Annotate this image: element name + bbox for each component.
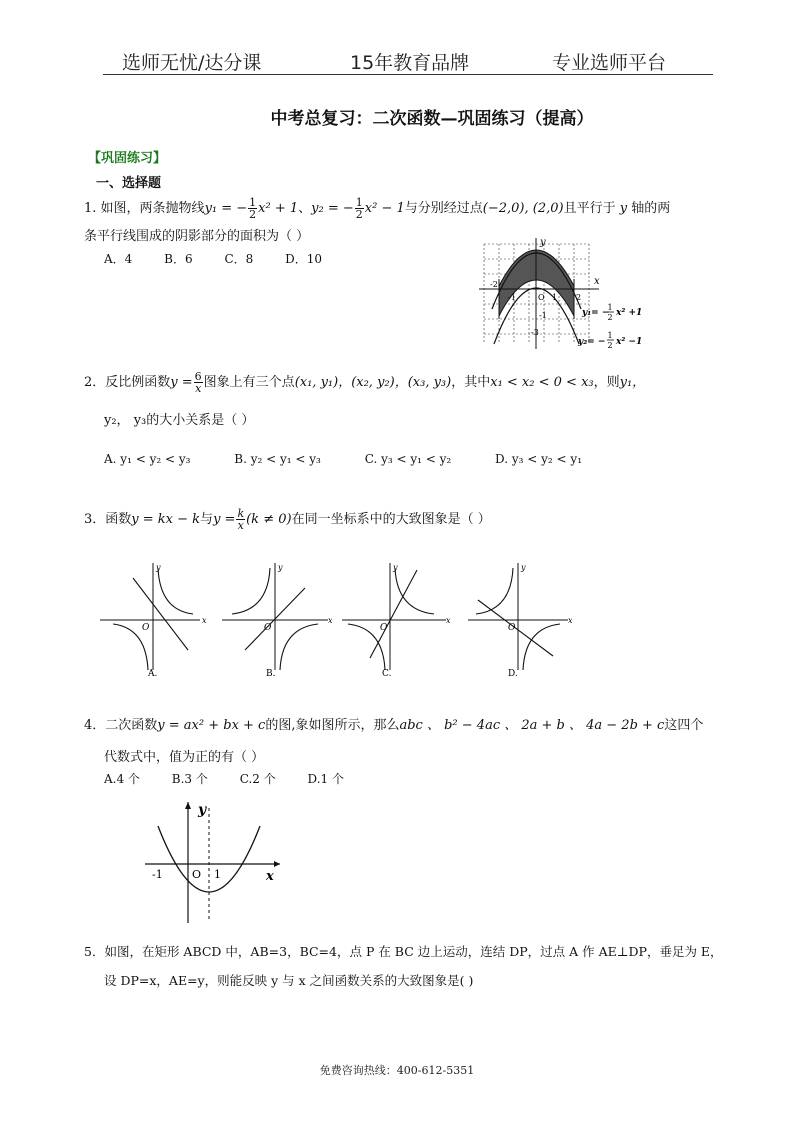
q1-options: [104, 250, 350, 267]
q3-graph-b: [222, 563, 333, 679]
svg-text:1: 1: [607, 331, 613, 340]
svg-text:y: y: [393, 563, 398, 572]
q1-half-fraction-1: $\frac{1}{2}$: [249, 196, 257, 221]
svg-text:2: 2: [607, 341, 613, 350]
q5-line2: 设 DP=x，AE=y，则能反映 y 与 x 之间函数关系的大致图象是( ): [104, 973, 474, 988]
q4-options: [104, 770, 372, 787]
q1-line1: 1. 如图，两条抛物线y₁ = − $\frac{1}{2}$ x² + 1、y₂ = − $\frac{1}{2}$ x² − 1与分别经过点(−2,0), (2,0)且平行于 y 轴的两: [84, 196, 671, 221]
q2-option-d: D. y₃ < y₂ < y₁: [495, 452, 583, 466]
q2-options: [104, 452, 622, 466]
svg-text:-1: -1: [539, 311, 547, 320]
q4-parabola-graph: [140, 798, 290, 928]
svg-text:2: 2: [576, 293, 582, 302]
svg-text:x² −1: x² −1: [616, 337, 643, 347]
section-label: 【巩固练习】: [88, 151, 167, 166]
q4-option-b: B.3 个: [171, 772, 208, 786]
header-left: 选师无忧/达分课: [122, 52, 262, 74]
svg-text:y: y: [278, 563, 283, 572]
svg-text:x: x: [446, 616, 451, 625]
header-center: 15年教育品牌: [350, 52, 470, 74]
header-divider: [103, 74, 713, 75]
svg-text:-3: -3: [531, 328, 539, 337]
q4-line2: 代数式中，值为正的有（ ）: [104, 750, 265, 765]
svg-text:x: x: [328, 616, 333, 625]
svg-text:1: 1: [607, 303, 613, 312]
q4-option-a: A.4 个: [104, 772, 140, 786]
svg-text:x: x: [202, 616, 207, 625]
svg-text:O: O: [380, 623, 388, 633]
svg-text:O: O: [264, 623, 272, 633]
svg-text:y₁= −: y₁= −: [582, 308, 610, 318]
q2-fraction: $\frac{6}{x}$: [194, 370, 202, 395]
q3-graph-a: [100, 563, 207, 679]
q4-line1: 4．二次函数y = ax² + bx + c的图,象如图所示，那么abc 、 b² − 4ac 、 2a + b 、 4a − 2b + c这四个: [84, 718, 704, 733]
q1-parabola-graph: [474, 234, 654, 354]
page-title: 中考总复习：二次函数—巩固练习（提高）: [270, 109, 594, 129]
q3-fraction: $\frac{k}{x}$: [237, 507, 245, 532]
q1-half-fraction-2: $\frac{1}{2}$: [355, 196, 363, 221]
subsection-label: 一、选择题: [96, 176, 162, 191]
q1-line2: 条平行线围成的阴影部分的面积为（ ）: [84, 229, 310, 244]
q1-option-d: D．10: [285, 252, 322, 266]
svg-text:x: x: [594, 276, 600, 287]
svg-text:-2: -2: [490, 280, 498, 289]
svg-text:y: y: [521, 563, 526, 572]
header-right: 专业选师平台: [552, 52, 667, 74]
svg-text:2: 2: [607, 313, 613, 322]
svg-text:y: y: [540, 237, 546, 248]
svg-text:x: x: [266, 869, 274, 884]
svg-text:O: O: [538, 293, 545, 302]
svg-text:-1: -1: [508, 293, 516, 302]
svg-text:x² +1: x² +1: [616, 308, 643, 318]
svg-text:1: 1: [214, 868, 221, 881]
svg-text:O: O: [192, 868, 202, 881]
svg-text:O: O: [142, 623, 150, 633]
svg-text:O: O: [508, 623, 516, 633]
q2-option-a: A. y₁ < y₂ < y₃: [104, 452, 191, 466]
q2-option-c: C. y₃ < y₁ < y₂: [364, 452, 452, 466]
q3-line1: 3．函数y = kx − k与y = $\frac{k}{x}$ (k ≠ 0)在同一坐标系中的大致图象是（ ）: [84, 507, 491, 532]
q5-line1: 5．如图，在矩形 ABCD 中，AB=3，BC=4，点 P 在 BC 边上运动，连结 DP，过点 A 作 AE⊥DP，垂足为 E，: [84, 944, 723, 959]
q1-option-c: C．8: [224, 252, 254, 266]
q2-line2: y₂， y₃的大小关系是（ ）: [104, 413, 255, 428]
svg-text:B.: B.: [266, 669, 276, 679]
svg-text:y: y: [156, 563, 161, 572]
footer-hotline: 免费咨询热线：400-612-5351: [319, 1064, 475, 1077]
svg-text:C.: C.: [382, 669, 392, 679]
q1-option-b: B．6: [164, 252, 193, 266]
q2-line1: 2．反比例函数y = $\frac{6}{x}$ 图象上有三个点(x₁, y₁)，(x₂, y₂)，(x₃, y₃)，其中x₁ < x₂ < 0 < x₃，则y₁，: [84, 370, 646, 395]
q3-graph-d: [468, 563, 573, 679]
svg-text:1: 1: [552, 293, 558, 302]
svg-text:x: x: [568, 616, 573, 625]
svg-text:y: y: [198, 802, 207, 818]
svg-text:D.: D.: [508, 669, 518, 679]
q4-option-d: D.1 个: [307, 772, 345, 786]
q4-option-c: C.2 个: [239, 772, 276, 786]
q1-option-a: A．4: [104, 252, 133, 266]
svg-text:A.: A.: [148, 669, 158, 679]
q3-graph-c: [342, 563, 451, 679]
svg-text:-1: -1: [152, 868, 163, 881]
q2-option-b: B. y₂ < y₁ < y₃: [234, 452, 321, 466]
svg-text:y₂= −: y₂= −: [578, 337, 606, 347]
q3-graphs: [98, 558, 578, 683]
